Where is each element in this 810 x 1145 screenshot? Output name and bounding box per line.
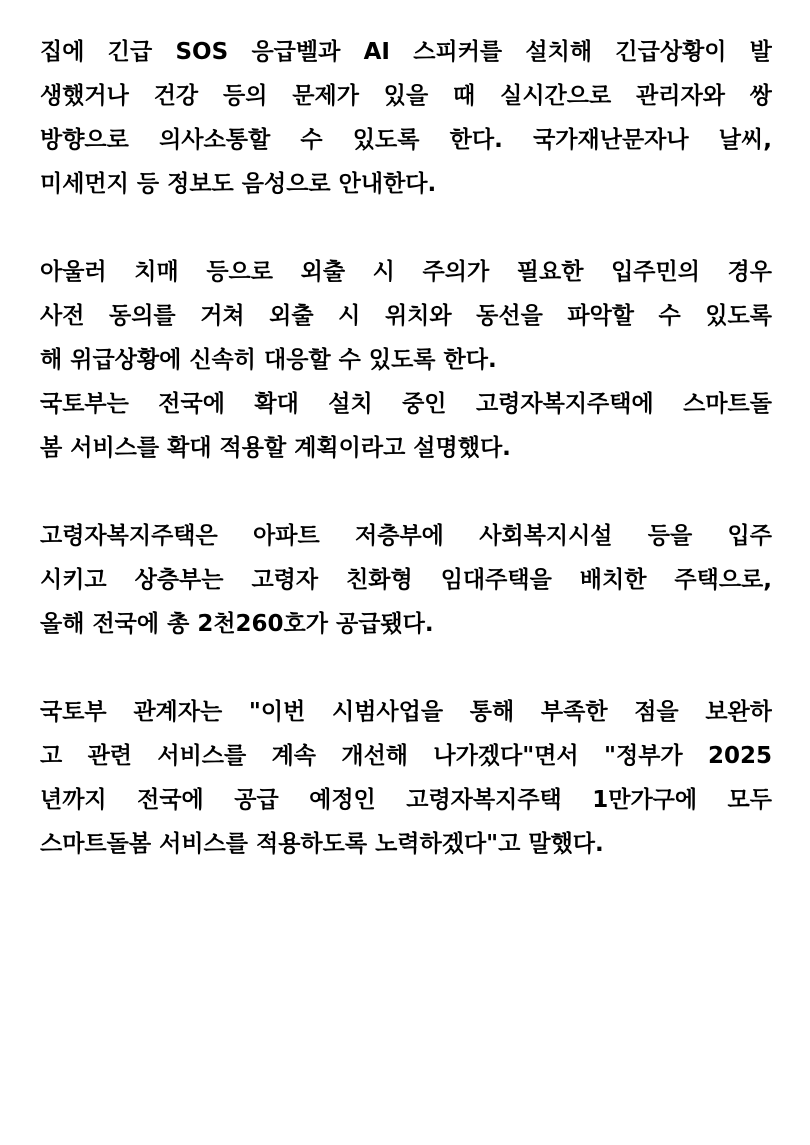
text-line: 봄 서비스를 확대 적용할 계획이라고 설명했다. [40, 435, 511, 461]
paragraph-dementia-location [40, 250, 772, 382]
text-line: 년까지 전국에 공급 예정인 고령자복지주택 1만가구에 모두 [40, 787, 772, 813]
text-line: 스마트돌봄 서비스를 적용하도록 노력하겠다"고 말했다. [40, 831, 604, 857]
paragraph-sos-ai-speaker [40, 30, 772, 206]
text-line: 집에 긴급 SOS 응급벨과 AI 스피커를 설치해 긴급상황이 발 [40, 39, 772, 65]
text-line: 미세먼지 등 정보도 음성으로 안내한다. [40, 171, 437, 197]
text-line: 아울러 치매 등으로 외출 시 주의가 필요한 입주민의 경우 [40, 259, 772, 285]
text-line: 생했거나 건강 등의 문제가 있을 때 실시간으로 관리자와 쌍 [40, 83, 772, 109]
text-line: 국토부 관계자는 "이번 시범사업을 통해 부족한 점을 보완하 [40, 699, 772, 725]
text-line: 방향으로 의사소통할 수 있도록 한다. 국가재난문자나 날씨, [40, 127, 772, 153]
text-line: 고 관련 서비스를 계속 개선해 나가겠다"면서 "정부가 2025 [40, 743, 772, 769]
text-line: 사전 동의를 거쳐 외출 시 위치와 동선을 파악할 수 있도록 [40, 303, 772, 329]
text-line: 해 위급상황에 신속히 대응할 수 있도록 한다. [40, 347, 497, 373]
text-line: 올해 전국에 총 2천260호가 공급됐다. [40, 611, 434, 637]
text-line: 시키고 상층부는 고령자 친화형 임대주택을 배치한 주택으로, [40, 567, 772, 593]
paragraph-official-quote [40, 690, 772, 866]
text-line: 고령자복지주택은 아파트 저층부에 사회복지시설 등을 입주 [40, 523, 772, 549]
paragraph-expansion-plan [40, 382, 772, 470]
text-line: 국토부는 전국에 확대 설치 중인 고령자복지주택에 스마트돌 [40, 391, 772, 417]
document-body [40, 30, 772, 910]
paragraph-elderly-housing [40, 514, 772, 646]
